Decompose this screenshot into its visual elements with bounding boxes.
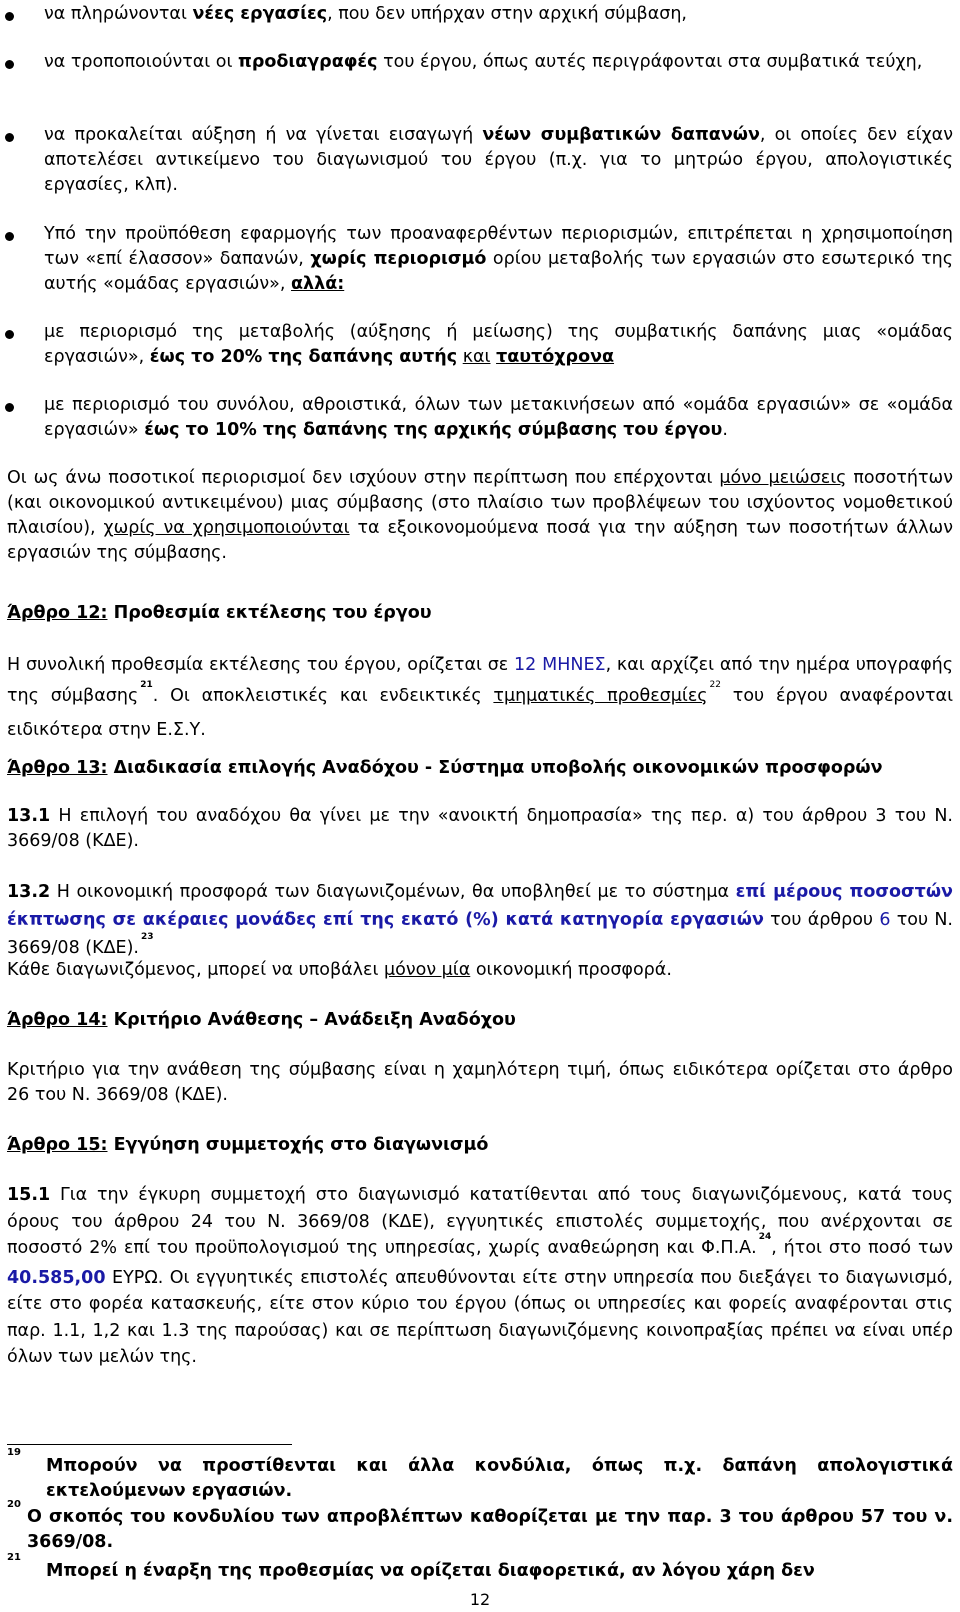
paragraph: 13.2 Η οικονομική προσφορά των διαγωνιζομένων, θα υποβληθεί με το σύστημα επί μέρους ποσοστών έκπτωσης σε ακέραιες μονάδες επί της εκατό (%) κατά κατηγορία εργασιών του άρθρου 6 του Ν. 3669/08 (ΚΔΕ).$^{23}$ (7, 882, 953, 958)
paragraph: 15.1 Για την έγκυρη συμμετοχή στο διαγωνισμό κατατίθενται από τους διαγωνιζόμενους, κατά τους όρους του άρθρου 24 του Ν. 3669/08 (ΚΔΕ), εγγυητικές επιστολές συμμετοχής, που ανέρχονται σε ποσοστό 2% επί του προϋπολογισμού της υπηρεσίας, χωρίς αναθεώρηση και Φ.Π.Α.$^{24}$, ήτοι στο ποσό των 40.585,00 ΕΥΡΩ. Οι εγγυητικές επιστολές απευθύνονται είτε στην υπηρεσία που διεξάγει το διαγωνισμό, είτε στο φορέα κατασκευής, είτε στον κύριο του έργου (όπως οι υπηρεσίες και φορείς αναφέρονται στις παρ. 1.1, 1,2 και 1.3 της παρούσας) και σε περίπτωση διαγωνιζόμενης κοινοπραξίας πρέπει να είναι υπέρ όλων των μελών της. (7, 1185, 953, 1367)
bullet-dot (5, 232, 14, 241)
page-number: 12 (469, 1590, 491, 1609)
footnote-separator (7, 1444, 292, 1445)
bullet-item: με περιορισμό της μεταβολής (αύξησης ή μείωσης) της συμβατικής δαπάνης μιας «ομάδας εργασιών», έως το 20% της δαπάνης αυτής και ταυτόχρονα (44, 322, 953, 367)
bullet-dot (5, 403, 14, 412)
footnote-number: 21 (7, 1552, 21, 1563)
article-heading: Άρθρο 14: Κριτήριο Ανάθεσης – Ανάδειξη Αναδόχου (7, 1010, 516, 1030)
paragraph: Η συνολική προθεσμία εκτέλεσης του έργου, ορίζεται σε 12 ΜΗΝΕΣ, και αρχίζει από την ημέρα υπογραφής της σύμβασης$^{21}$. Οι αποκλειστικές και ενδεικτικές τμηματικές προθεσμίες$^{22}$ του έργου αναφέρονται ειδικότερα στην Ε.Σ.Υ. (7, 655, 954, 740)
footnote-number: 20 (7, 1499, 21, 1510)
bullet-item: να πληρώνονται νέες εργασίες, που δεν υπήρχαν στην αρχική σύμβαση, (44, 4, 687, 24)
bullet-dot (5, 12, 14, 21)
paragraph: Οι ως άνω ποσοτικοί περιορισμοί δεν ισχύουν στην περίπτωση που επέρχονται μόνο μειώσεις ποσοτήτων (και οικονομικού αντικειμένου) μιας σύμβασης (στο πλαίσιο των προβλέψεων του ισχύοντος νομοθετικού πλαισίου), χωρίς να χρησιμοποιούνται τα εξοικονομούμενα ποσά για την αύξηση των ποσοτήτων άλλων εργασιών της σύμβασης. (7, 468, 953, 563)
bullet-item: να τροποποιούνται οι προδιαγραφές του έργου, όπως αυτές περιγράφονται στα συμβατικά τεύχη, (44, 52, 923, 72)
footnote: Ο σκοπός του κονδυλίου των απροβλέπτων καθορίζεται με την παρ. 3 του άρθρου 57 του ν. 3669/08. (27, 1507, 953, 1552)
bullet-item: με περιορισμό του συνόλου, αθροιστικά, όλων των μετακινήσεων από «ομάδα εργασιών» σε «ομάδα εργασιών» έως το 10% της δαπάνης της αρχικής σύμβασης του έργου. (44, 395, 953, 440)
bullet-dot (5, 330, 14, 339)
bullet-item: Υπό την προϋπόθεση εφαρμογής των προαναφερθέντων περιορισμών, επιτρέπεται η χρησιμοποίηση των «επί έλασσον» δαπανών, χωρίς περιορισμό ορίου μεταβολής των εργασιών στο εσωτερικό της αυτής «ομάδας εργασιών», αλλά: (44, 224, 953, 294)
article-heading: Άρθρο 15: Εγγύηση συμμετοχής στο διαγωνισμό (7, 1135, 489, 1155)
bullet-dot (5, 133, 14, 142)
bullet-dot (5, 60, 14, 69)
article-heading: Άρθρο 13: Διαδικασία επιλογής Αναδόχου - Σύστημα υποβολής οικονομικών προσφορών (7, 758, 883, 778)
footnote-number: 19 (7, 1447, 21, 1458)
footnote: Μπορεί η έναρξη της προθεσμίας να ορίζεται διαφορετικά, αν λόγου χάρη δεν (46, 1561, 815, 1581)
bullet-item: να προκαλείται αύξηση ή να γίνεται εισαγωγή νέων συμβατικών δαπανών, οι οποίες δεν είχαν αποτελέσει αντικείμενο του διαγωνισμού του έργου (π.χ. για το μητρώο έργου, απολογιστικές εργασίες, κλπ). (44, 125, 953, 195)
paragraph: 13.1 Η επιλογή του αναδόχου θα γίνει με την «ανοικτή δημοπρασία» της περ. α) του άρθρου 3 του Ν. 3669/08 (ΚΔΕ). (7, 806, 953, 851)
footnote: Μπορούν να προστίθενται και άλλα κονδύλια, όπως π.χ. δαπάνη απολογιστικά εκτελούμενων εργασιών. (46, 1456, 953, 1501)
article-heading: Άρθρο 12: Προθεσμία εκτέλεσης του έργου (7, 603, 432, 623)
footnote-ref: 21 (140, 680, 153, 690)
footnote-ref: 23 (141, 932, 154, 942)
footnote-ref: 24 (758, 1232, 772, 1242)
paragraph: Κάθε διαγωνιζόμενος, μπορεί να υποβάλει μόνον μία οικονομική προσφορά. (7, 960, 672, 980)
paragraph: Κριτήριο για την ανάθεση της σύμβασης είναι η χαμηλότερη τιμή, όπως ειδικότερα ορίζεται στο άρθρο 26 του Ν. 3669/08 (ΚΔΕ). (7, 1060, 953, 1105)
footnote-ref: 22 (709, 680, 721, 690)
